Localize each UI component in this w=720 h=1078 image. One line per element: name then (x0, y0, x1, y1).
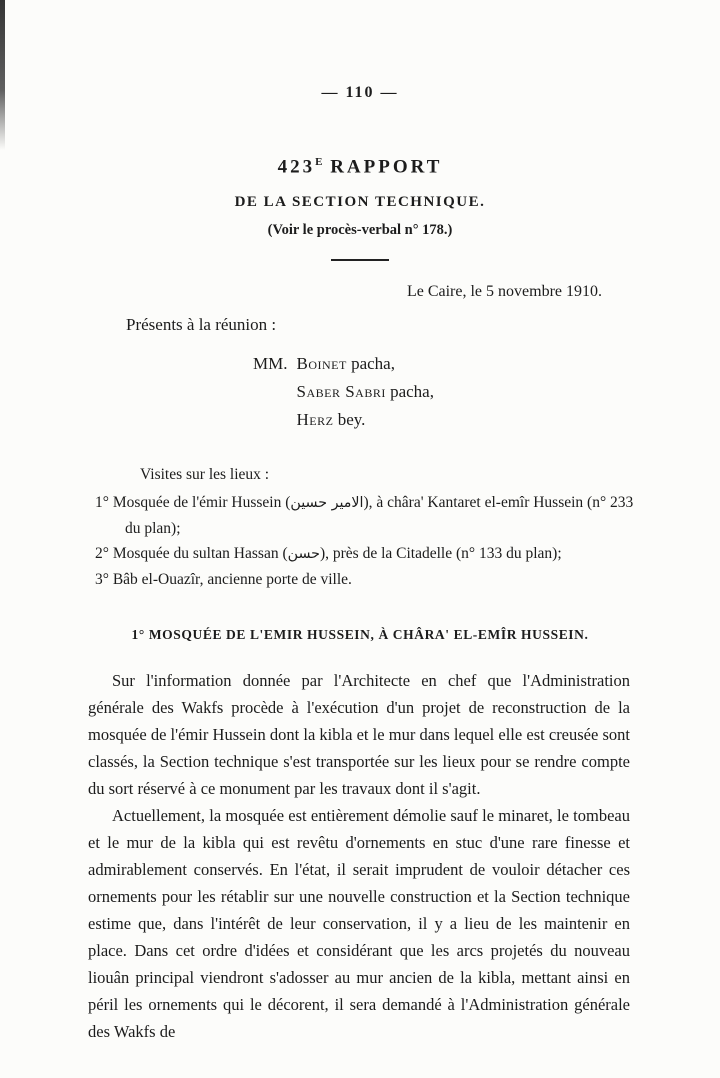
report-title-ordinal: E (315, 156, 323, 168)
visit-item: 3° Bâb el-Ouazîr, ancienne porte de ville. (95, 571, 352, 589)
reference-note: (Voir le procès-verbal n° 178.) (267, 222, 453, 239)
paragraph: Actuellement, la mosquée est entièrement démolie sauf le minaret, le tombeau et le mur de la kibla qui est revêtu d'ornements en stuc d'une rare finesse et admirablement conservés. En l'état, il serait imprudent de vouloir détacher ces ornements pour les rétablir sur une nouvelle construction et la Section technique estime que, dans l'intérêt de leur conservation, il y a lieu de les maintenir en place. Dans cet ordre d'idées et considérant que les arcs projetés du nouveau liouân principal viendront s'adosser au mur ancien de la kibla, mettant ainsi en péril les ornements qui le décorent, il sera demandé à l'Administration générale des Wakfs de (88, 806, 630, 1042)
report-title (0, 156, 720, 178)
visits-title: Visites sur les lieux : (140, 466, 270, 484)
body-text (88, 667, 630, 1045)
visit-number: 3° (95, 571, 109, 589)
page-number: — 110 — (321, 84, 399, 101)
title-block (0, 156, 720, 261)
visits-section (0, 462, 720, 593)
visit-number: 1° (95, 494, 109, 512)
attendees-list (0, 350, 720, 434)
arabic-text: حسن (287, 546, 320, 563)
report-title-word: RAPPORT (330, 156, 443, 178)
scan-edge-artifact (0, 0, 5, 150)
visit-number: 2° (95, 545, 109, 563)
paragraph: Sur l'information donnée par l'Architecte en chef que l'Administration générale des Wakfs procède à l'exécution d'un projet de reconstruction de la mosquée de l'émir Hussein dont la kibla et le mur dans lequel elle est creusée sont classés, la Section technique s'est transportée sur les lieux pour se rendre compte du sort réservé à ce monument par les travaux dont il s'agit. (88, 671, 630, 799)
divider-rule (331, 259, 389, 261)
report-subtitle: DE LA SECTION TECHNIQUE. (234, 194, 486, 211)
attendee-name: Boinet pacha, (296, 354, 395, 374)
report-title-number: 423 (277, 156, 316, 178)
attendee-names (296, 350, 433, 434)
visit-item: 1° Mosquée de l'émir Hussein (الامير حسين), à châra' Kantaret el-emîr Hussein (n° 233 du plan); (95, 494, 634, 538)
attendees-prefix: MM. (253, 354, 288, 374)
visit-item: 2° Mosquée du sultan Hassan (حسن), près de la Citadelle (n° 133 du plan); (95, 545, 562, 563)
attendee-name: Saber Sabri pacha, (296, 382, 434, 402)
attendees-intro: Présents à la réunion : (126, 315, 277, 335)
attendee-name: Herz bey. (296, 410, 366, 430)
dateline: Le Caire, le 5 novembre 1910. (406, 283, 602, 301)
section-heading: 1° MOSQUÉE DE L'EMIR HUSSEIN, À CHÂRA' EL-EMÎR HUSSEIN. (131, 627, 589, 643)
arabic-text: الامير حسين (290, 495, 364, 512)
